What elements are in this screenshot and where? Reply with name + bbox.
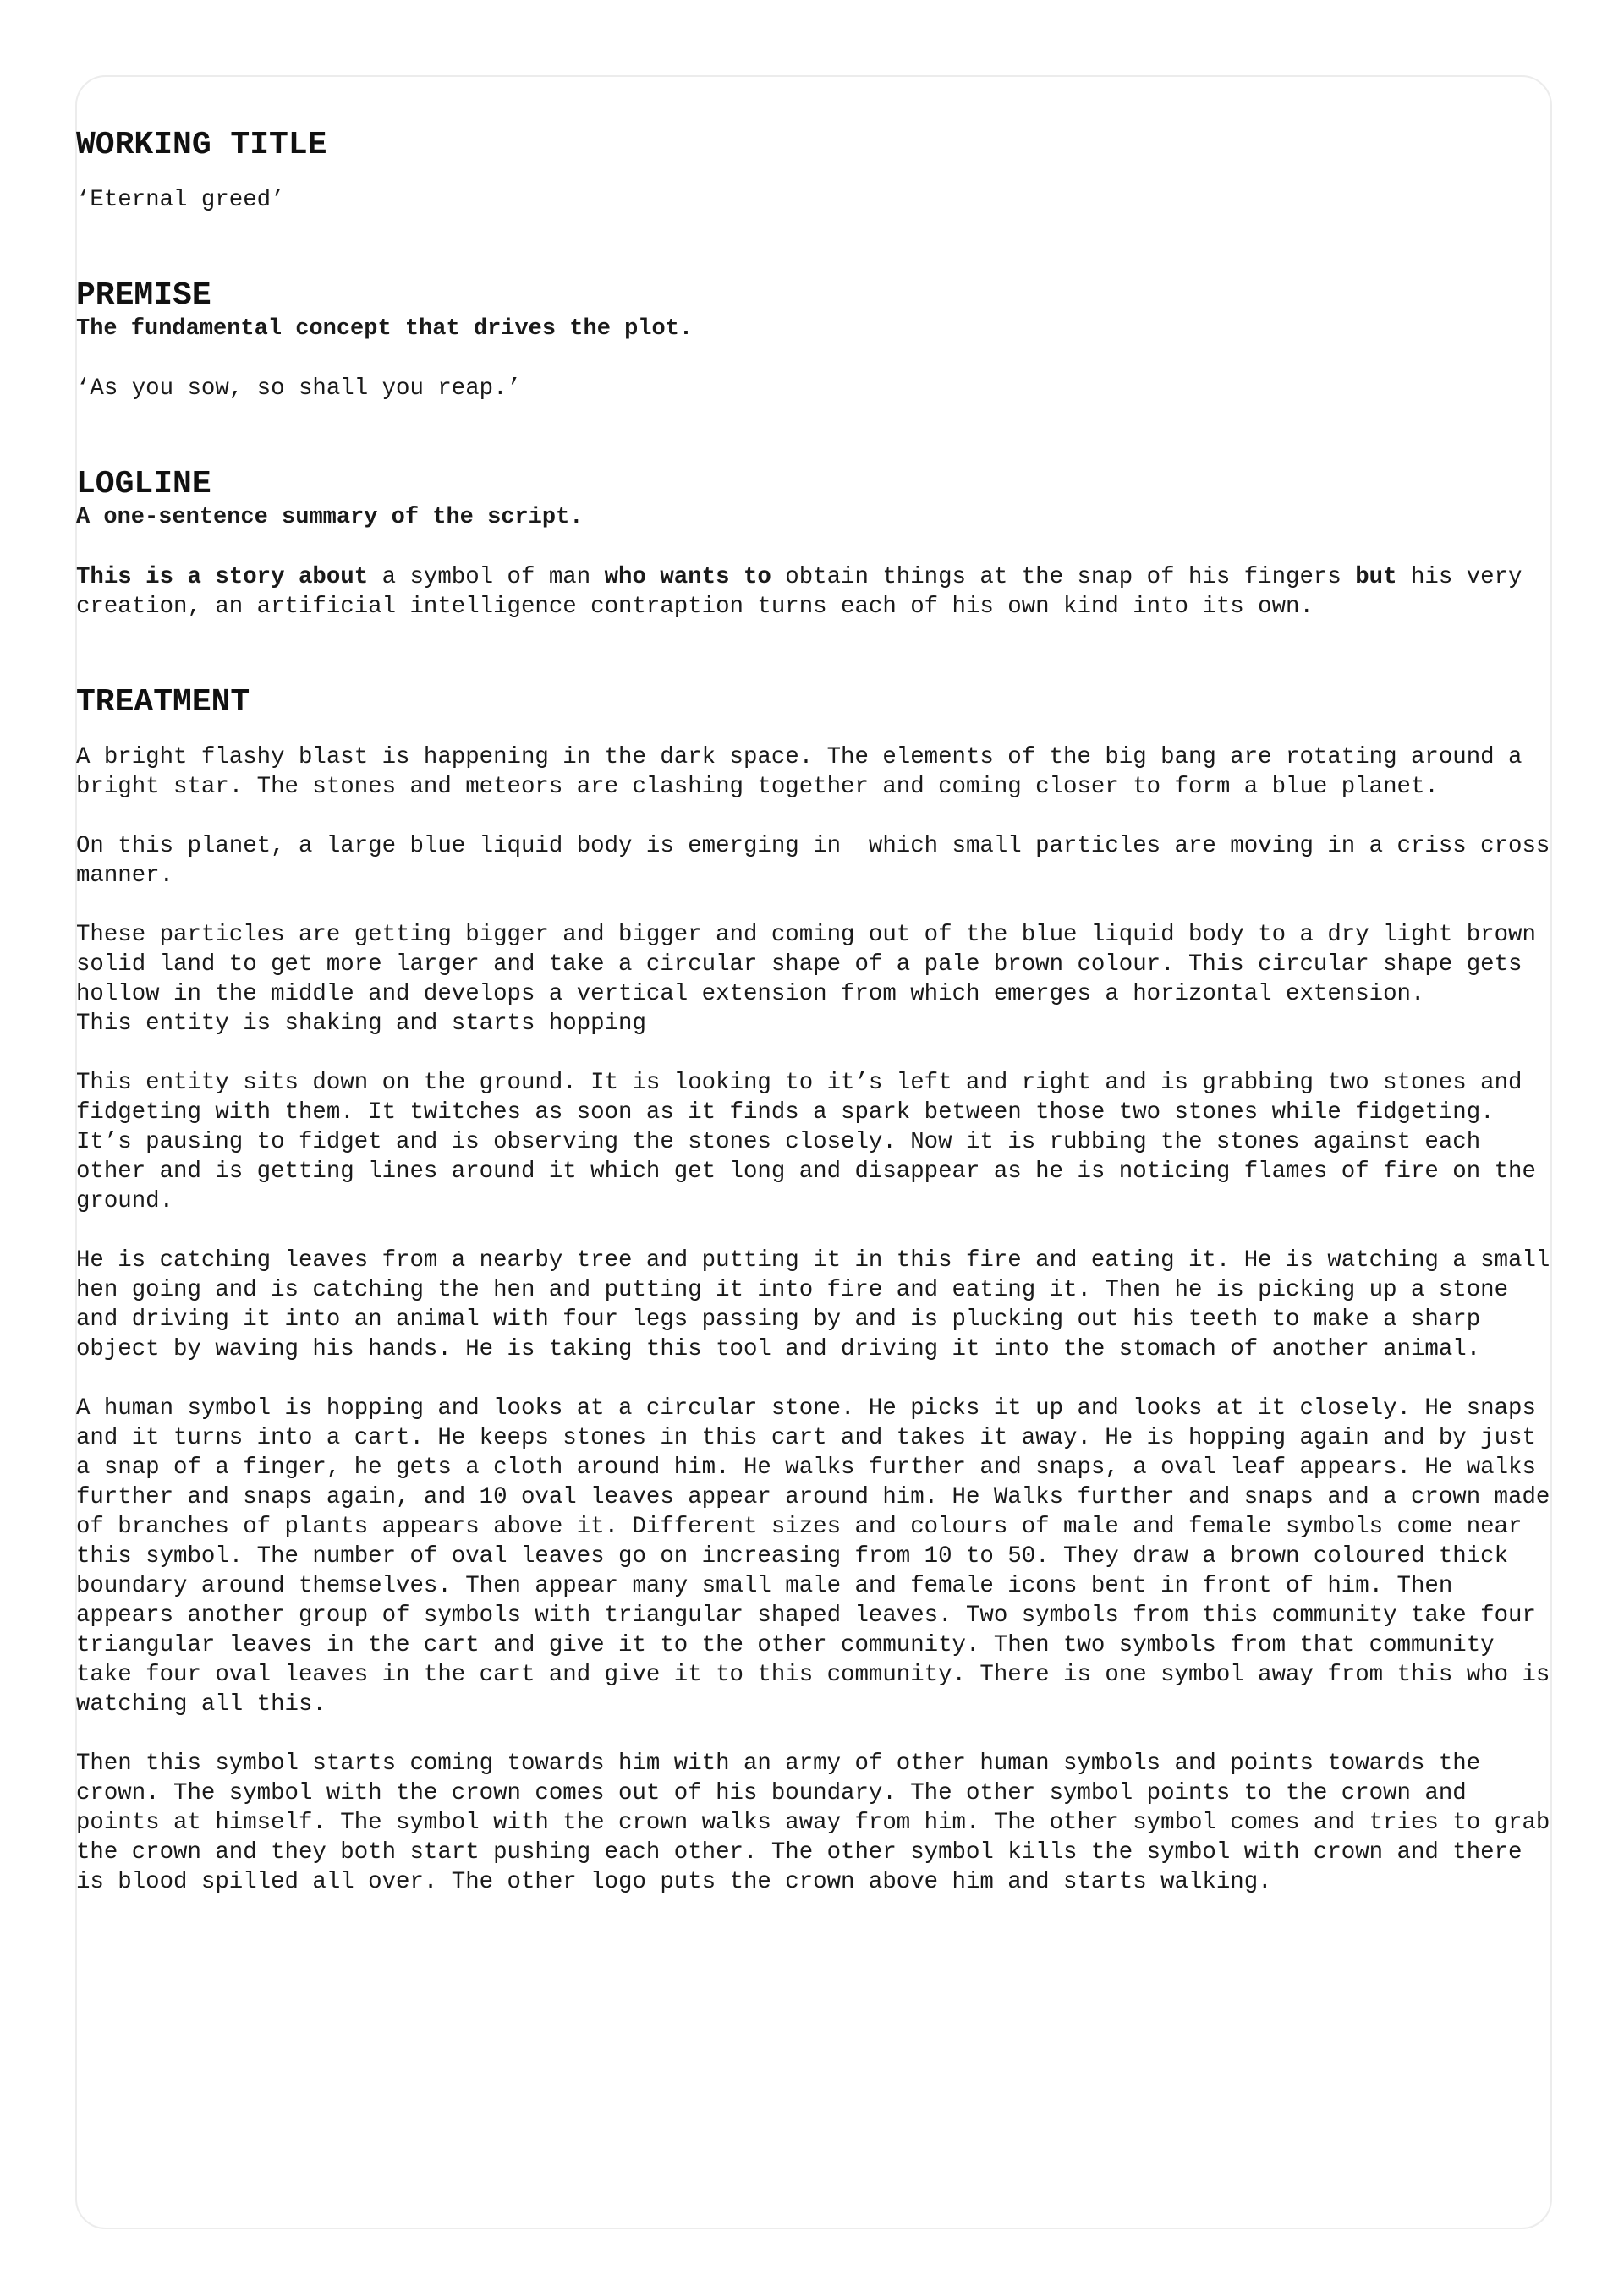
logline-text-2: obtain things at the snap of his fingers — [771, 564, 1356, 590]
treatment-paragraph: This entity sits down on the ground. It is looking to it’s left and right and is grabbing two stones and fidgeting with them. It twitches as soon as it finds a spark between those two stones while fidgeting. It’s pausing to fidget and is observing the stones closely. Now it is rubbing the stones against each other and is getting lines around it which get long and disappear as he is noticing flames of fire on the ground. — [76, 1070, 1550, 1214]
treatment-paragraph: These particles are getting bigger and bigger and coming out of the blue liquid body to a dry light brown solid land to get more larger and take a circular shape of a pale brown colour. This circular shape gets hollow in the middle and develops a vertical extension from which emerges a horizontal extension. This entity is shaking and starts hopping — [76, 922, 1536, 1037]
working-title-value: ‘Eternal greed’ — [76, 187, 285, 213]
working-title-heading: WORKING TITLE — [76, 127, 327, 163]
logline-description: A one-sentence summary of the script. — [76, 505, 584, 530]
logline-bold-wants: who wants to — [604, 564, 771, 590]
treatment-paragraph: He is catching leaves from a nearby tree and putting it in this fire and eating it. He is watching a small hen going and is catching the hen and putting it into fire and eating it. Then he is picking up a stone and driving it into an animal with four legs passing by and is plucking out his teeth to make a sharp object by waving his hands. He is taking this tool and driving it into the stomach of another animal. — [76, 1247, 1564, 1362]
premise-heading: PREMISE — [76, 277, 211, 314]
treatment-heading: TREATMENT — [76, 684, 250, 721]
premise-value: ‘As you sow, so shall you reap.’ — [76, 375, 521, 402]
logline-bold-but: but — [1355, 564, 1397, 590]
premise-description: The fundamental concept that drives the plot. — [76, 316, 694, 342]
logline-heading: LOGLINE — [76, 466, 211, 502]
treatment-paragraph: A bright flashy blast is happening in the dark space. The elements of the big bang are rotating around a bright star. The stones and meteors are clashing together and coming closer to form a blue planet. — [76, 744, 1536, 800]
logline-bold-story: This is a story about — [76, 564, 369, 590]
logline-text — [76, 562, 1552, 622]
logline-text-3: his very creation, an artificial intelligence contraption turns each of his own kind into its own. — [76, 564, 1536, 620]
treatment-paragraph: On this planet, a large blue liquid body is emerging in which small particles are moving in a criss cross manner. — [76, 833, 1564, 889]
treatment-paragraph: Then this symbol starts coming towards him with an army of other human symbols and points towards the crown. The symbol with the crown comes out of his boundary. The other symbol points to the crown and points at himself. The symbol with the crown walks away from him. The other symbol comes and tries to grab the crown and they both start pushing each other. The other symbol kills the symbol with crown and there is blood spilled all over. The other logo puts the crown above him and starts walking. — [76, 1751, 1564, 1895]
treatment-paragraph: A human symbol is hopping and looks at a circular stone. He picks it up and looks at it closely. He snaps and it turns into a cart. He keeps stones in this cart and takes it away. He is hopping again and by just a snap of a finger, he gets a cloth around him. He walks further and snaps, a oval leaf appears. He walks further and snaps again, and 10 oval leaves appear around him. He Walks further and snaps and a crown made of branches of plants appears above it. Different sizes and colours of male and female symbols come near this symbol. The number of oval leaves go on increasing from 10 to 50. They draw a brown coloured thick boundary around themselves. Then appear many small male and female icons bent in front of him. Then appears another group of symbols with triangular shaped leaves. Two symbols from this community take four triangular leaves in the cart and give it to the other community. Then two symbols from that community take four oval leaves in the cart and give it to this community. There is one symbol away from this who is watching all this. — [76, 1395, 1564, 1718]
logline-text-1: a symbol of man — [368, 564, 605, 590]
document-body — [76, 118, 1564, 1897]
